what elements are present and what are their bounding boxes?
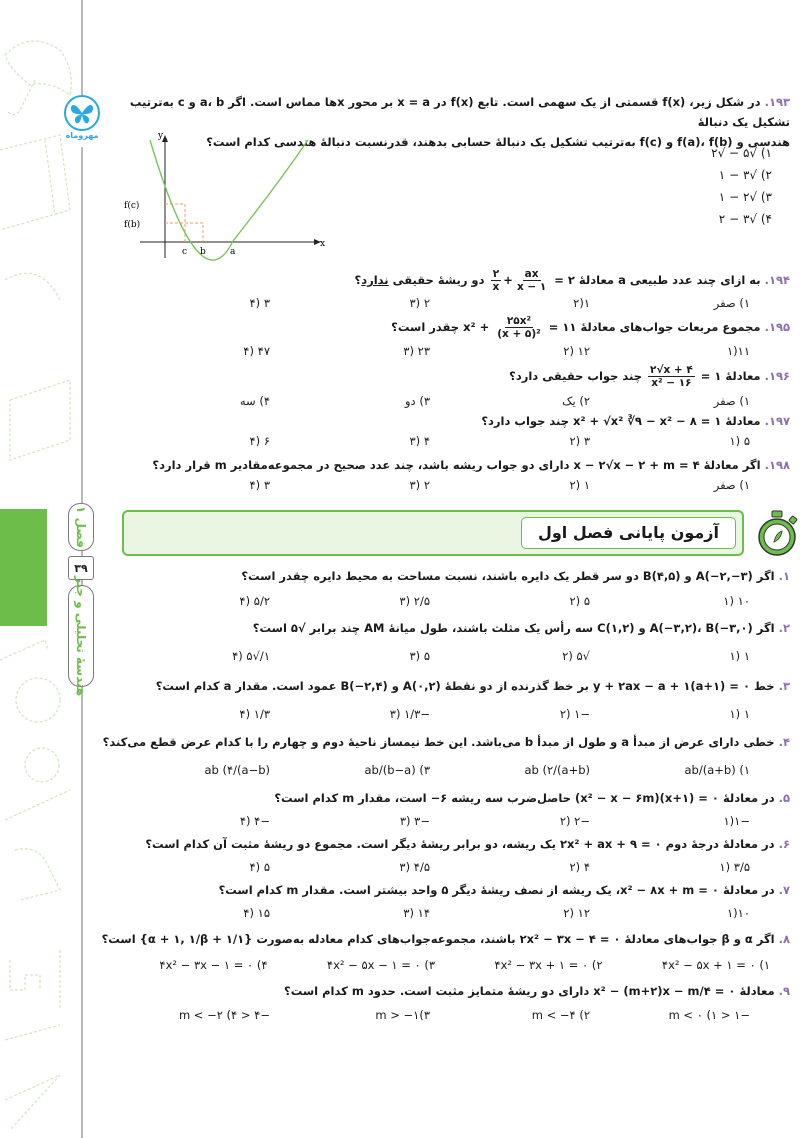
option-1[interactable]: ۱۰ (۱	[723, 594, 750, 608]
question-text-part: اگر A(−۳,۲)، B(−۳,۰) و C(۱,۲) سه رأس یک مثلث باشند، طول میانهٔ AM چند برابر √۵ است؟	[252, 621, 779, 635]
question-number: ۱.	[778, 569, 790, 583]
option-4[interactable]: ۱۵ (۴	[243, 906, 270, 920]
option-2[interactable]: −۱ (۲	[559, 707, 590, 721]
question-text	[100, 978, 790, 1004]
options-column	[652, 142, 772, 230]
question-text-part: اگر معادلهٔ ۴ = x − ۲√x − ۲ + m دارای دو جواب ریشه باشد، چند عدد صحیح در مجموعه‌مقادیر m قرار دارد؟	[152, 458, 765, 472]
question-line-2: هندسی و f(a)، f(b) و f(c) به‌ترتیب تشکیل یک دنبالهٔ حسابی بدهند، قدرنسبت دنبالهٔ هندسی کدام است؟	[206, 135, 790, 149]
exam-question-4	[100, 732, 790, 788]
exam-question-9	[100, 978, 790, 1028]
brand-logo	[62, 95, 102, 147]
option-2[interactable]: ۳ (۲	[569, 434, 590, 448]
question-195	[100, 313, 790, 361]
page-content	[100, 92, 790, 495]
options-row	[100, 293, 750, 313]
options-row	[100, 900, 750, 926]
option-1[interactable]: −۱ < m < ۰ (۱	[668, 1008, 750, 1022]
fraction	[648, 364, 695, 389]
option-3[interactable]: ۲/۵ (۳	[399, 594, 430, 608]
chapter-color-block	[0, 509, 47, 626]
option-2[interactable]: ۱(۲	[573, 296, 590, 310]
chapter-tab	[68, 503, 94, 551]
question-text-part: معادلهٔ ۱ =	[696, 369, 765, 383]
numerator: ax	[524, 268, 539, 280]
exam-question-1	[100, 566, 790, 618]
option-1[interactable]: ۵ (۱	[729, 434, 750, 448]
fraction-2x	[491, 268, 502, 293]
option-4[interactable]: ۴x² − ۳x − ۱ = ۰ (۴	[159, 958, 268, 972]
option-2[interactable]: −۲ (۲	[559, 814, 590, 828]
option-1[interactable]: ۳/۵ (۱	[719, 860, 750, 874]
question-mark: ؟	[354, 273, 362, 287]
option-4[interactable]: ۴) √۳ − ۲	[718, 212, 772, 226]
option-1[interactable]: ۴x² − ۵x + ۱ = ۰ (۱	[661, 958, 770, 972]
option-4[interactable]: ۶ (۴	[249, 434, 270, 448]
question-text-part: معادلهٔ ۱ = ۸ − x² + √x² ∛۹ − x² چند جواب دارد؟	[481, 414, 765, 428]
exam-question-3	[100, 676, 790, 732]
option-4[interactable]: ۴) سه	[239, 394, 270, 408]
option-4[interactable]: −۴ < m < −۲ (۴	[178, 1008, 270, 1022]
option-1[interactable]: −۱(۱	[723, 814, 750, 828]
option-2[interactable]: ۴x² − ۳x + ۱ = ۰ (۲	[494, 958, 603, 972]
option-1[interactable]: ۱) √۵ − √۲	[711, 146, 772, 160]
exam-questions	[100, 566, 790, 1028]
option-1[interactable]: ۱) صفر	[713, 296, 750, 310]
question-number: ۱۹۸.	[764, 458, 790, 472]
option-2[interactable]: m < −۴ (۲	[531, 1008, 590, 1022]
subject-label: هندسهٔ تحلیلی و جبر	[74, 575, 88, 697]
underlined-word: ندارد	[361, 273, 389, 287]
option-3[interactable]: ۴ (۳	[409, 434, 430, 448]
question-text-part: چند جواب حقیقی دارد؟	[509, 369, 643, 383]
question-text-part: اگر A(−۲,−۳) و B(۴,۵) دو سر قطر یک دایره باشند، نسبت مساحت به محیط دایره چقدر است؟	[241, 569, 779, 583]
question-text	[100, 92, 790, 132]
options-row	[100, 808, 750, 834]
question-193	[100, 92, 790, 267]
question-number: ۱۹۷.	[764, 414, 790, 428]
options-row	[100, 341, 750, 361]
option-3[interactable]: m > −۱(۳	[375, 1008, 430, 1022]
question-198	[100, 455, 790, 495]
question-number: ۲.	[778, 621, 790, 635]
numerator: ۲۵x²	[506, 315, 532, 327]
option-3[interactable]: ۴/۵ (۳	[399, 860, 430, 874]
question-text-part: خطی دارای عرض از مبدأ a و طول از مبدأ b می‌باشد. این خط نیمساز ناحیهٔ دوم و چهارم را با کدام عرض قطع می‌کند؟	[102, 735, 779, 749]
option-2[interactable]: ۱۲ (۲	[563, 344, 590, 358]
fraction-ax	[515, 268, 548, 293]
question-text	[100, 732, 790, 752]
option-3[interactable]: ۳) دو	[404, 394, 430, 408]
option-3[interactable]: ۵ (۳	[409, 649, 430, 663]
question-text	[100, 926, 790, 952]
option-1[interactable]: ۱ (۱	[729, 707, 750, 721]
question-text	[100, 834, 790, 854]
option-1[interactable]: ۱۰(۱	[726, 906, 750, 920]
question-text-part: دو ریشهٔ حقیقی	[388, 273, 485, 287]
exam-question-2	[100, 618, 790, 676]
question-number: ۱۹۶.	[764, 369, 790, 383]
question-number: ۱۹۴.	[764, 273, 790, 287]
section-header	[122, 510, 744, 556]
denominator: (x + ۵)²	[497, 328, 541, 340]
question-text-part: اگر α و β جواب‌های معادلهٔ ۰ = ۲x² − ۳x − ۴ باشند، مجموعه‌جواب‌های کدام معادله به‌صورت {۱/α + ۱, ۱/β + ۱} است؟	[101, 932, 779, 946]
question-text-part: خط ۰ = (a+۱)y + ۲ax − a + ۱ بر خط گذرنده از دو نقطهٔ A(۰,۲) و B(−۲,۴) عمود است. مقدار a کدام است؟	[155, 679, 779, 693]
subject-tab	[68, 575, 94, 697]
option-3[interactable]: −۱/۳ (۳	[389, 707, 430, 721]
exam-question-8	[100, 926, 790, 978]
option-4[interactable]: ۳ (۴	[249, 478, 270, 492]
chapter-label: فصل ۱	[74, 506, 88, 548]
question-number: ۳.	[778, 679, 790, 693]
option-4[interactable]: ۳ (۴	[249, 296, 270, 310]
option-2[interactable]: ۱ (۲	[569, 478, 590, 492]
options-row	[100, 431, 750, 451]
option-2[interactable]: √۵ (۲	[562, 649, 590, 663]
option-2[interactable]: ۵ (۲	[569, 594, 590, 608]
option-1[interactable]: ۱ (۱	[729, 649, 750, 663]
option-3[interactable]: ۱۴ (۳	[403, 906, 430, 920]
question-number: ۴.	[778, 735, 790, 749]
option-3[interactable]: ۲ (۳	[409, 478, 430, 492]
page-number: ۳۹	[74, 561, 88, 575]
option-2[interactable]: (a+b)/ab (۲	[524, 763, 590, 777]
question-number: ۵.	[778, 791, 790, 805]
question-number: ۱۹۳.	[764, 95, 790, 109]
option-3[interactable]: ۲۳ (۳	[403, 344, 430, 358]
x-axis-label: x	[320, 239, 326, 249]
option-2[interactable]: ۲) √۳ − ۱	[718, 168, 772, 182]
tick-b: b	[200, 247, 206, 257]
question-number: ۷.	[778, 883, 790, 897]
question-194	[100, 267, 790, 313]
question-text	[100, 566, 790, 586]
exam-question-7	[100, 880, 790, 926]
question-line-1: در شکل زیر، f(x) قسمتی از یک سهمی است. تابع f(x) در x = a بر محور xها مماس است. اگر a، b و c به‌ترتیب تشکیل یک دنبالهٔ	[129, 95, 790, 129]
question-text	[100, 411, 790, 431]
denominator: x	[492, 281, 500, 293]
tick-fb: f(b)	[124, 220, 141, 230]
tick-a: a	[230, 247, 236, 257]
option-4[interactable]: ۱/۳ (۴	[239, 707, 270, 721]
option-3[interactable]: −۳ (۳	[399, 814, 430, 828]
question-text	[100, 618, 790, 638]
options-row	[100, 696, 750, 732]
question-text-part: در معادلهٔ درجهٔ دوم ۰ = ۲x² + ax + ۹ یک ریشه، دو برابر ریشهٔ دیگر است. مجموع دو ریشهٔ مثبت آن کدام است؟	[145, 837, 779, 851]
option-1[interactable]: ۱) صفر	[713, 478, 750, 492]
section-title: آزمون پایانی فصل اول	[521, 517, 736, 549]
butterfly-icon	[64, 95, 100, 131]
projection-lines	[165, 204, 203, 242]
option-4[interactable]: ۴۷ (۴	[243, 344, 270, 358]
tick-fc: f(c)	[124, 201, 140, 211]
option-3[interactable]: ۳) √۲ − ۱	[718, 190, 772, 204]
question-text	[100, 880, 790, 900]
question-number: ۱۹۵.	[764, 320, 790, 334]
option-4[interactable]: ۱/√۵ (۴	[232, 649, 270, 663]
brand-name: مهروماه	[65, 131, 99, 140]
options-row	[100, 391, 750, 411]
question-text-part: به ازای چند عدد طبیعی a معادلهٔ ۲ =	[550, 273, 765, 287]
tick-c: c	[182, 247, 188, 257]
question-text	[100, 676, 790, 696]
denominator: x − ۱	[516, 281, 547, 293]
option-3[interactable]: ab/(b−a) (۳	[364, 763, 430, 777]
option-2[interactable]: ۱۲ (۲	[563, 906, 590, 920]
question-text: ۱۹۴. به ازای چند عدد طبیعی a معادلهٔ ۲ = $\frac{ax}{x - ۱}$ + $\frac{۲}{x}$ دو ریشهٔ حقیقی ندارد؟	[354, 268, 790, 293]
question-text-part: در معادلهٔ ۰ = x² − ۸x + m، یک ریشه از نصف ریشهٔ دیگر ۵ واحد بیشتر است. مقدار m کدام است؟	[218, 883, 779, 897]
question-number: ۸.	[778, 932, 790, 946]
question-text	[100, 455, 790, 475]
exam-question-6	[100, 834, 790, 880]
options-row	[100, 638, 750, 674]
option-3[interactable]: ۴x² − ۵x − ۱ = ۰ (۳	[326, 958, 435, 972]
options-row	[100, 854, 750, 880]
option-2[interactable]: ۴ (۲	[569, 860, 590, 874]
question-text-part: مجموع مربعات جواب‌های معادلهٔ ۱۱ =	[544, 320, 765, 334]
numerator: ۲√x + ۴	[650, 364, 693, 376]
option-1[interactable]: ab/(a+b) (۱	[684, 763, 750, 777]
numerator: ۲	[492, 268, 500, 280]
options-row	[100, 1004, 750, 1026]
option-1[interactable]: ۱۱(۱	[726, 344, 750, 358]
option-2[interactable]: ۲) یک	[562, 394, 590, 408]
option-1[interactable]: ۱) صفر	[713, 394, 750, 408]
question-text	[100, 361, 790, 391]
stopwatch-icon	[752, 509, 802, 559]
options-row	[100, 752, 750, 788]
exam-question-5	[100, 788, 790, 834]
question-text-part: معادلهٔ ۰ = x² − (m+۲)x − m/۴ دارای دو ریشهٔ متمایز مثبت است. حدود m کدام است؟	[284, 984, 779, 998]
question-number: ۶.	[778, 837, 790, 851]
option-4[interactable]: ۵ (۴	[249, 860, 270, 874]
question-text	[100, 788, 790, 808]
question-text	[100, 313, 790, 341]
options-row	[100, 475, 750, 495]
y-axis-label: y	[158, 131, 164, 141]
denominator: x² − ۱۶	[651, 377, 692, 389]
option-4[interactable]: −۴ (۴	[239, 814, 270, 828]
question-197	[100, 411, 790, 451]
option-3[interactable]: ۲ (۳	[409, 296, 430, 310]
options-row	[100, 952, 770, 978]
fraction	[495, 315, 543, 340]
option-4[interactable]: ۵/۲ (۴	[239, 594, 270, 608]
parabola-graph	[120, 128, 330, 268]
question-196	[100, 361, 790, 411]
question-text-part: + x² چقدر است؟	[391, 320, 490, 334]
options-row	[100, 586, 750, 616]
question-text-part: در معادلهٔ ۰ = (x+۱)(x² − x − ۶m) حاصل‌ضرب سه ریشه ۶− است، مقدار m کدام است؟	[274, 791, 779, 805]
option-4[interactable]: (a−b)/ab (۴	[204, 763, 270, 777]
question-number: ۹.	[778, 984, 790, 998]
